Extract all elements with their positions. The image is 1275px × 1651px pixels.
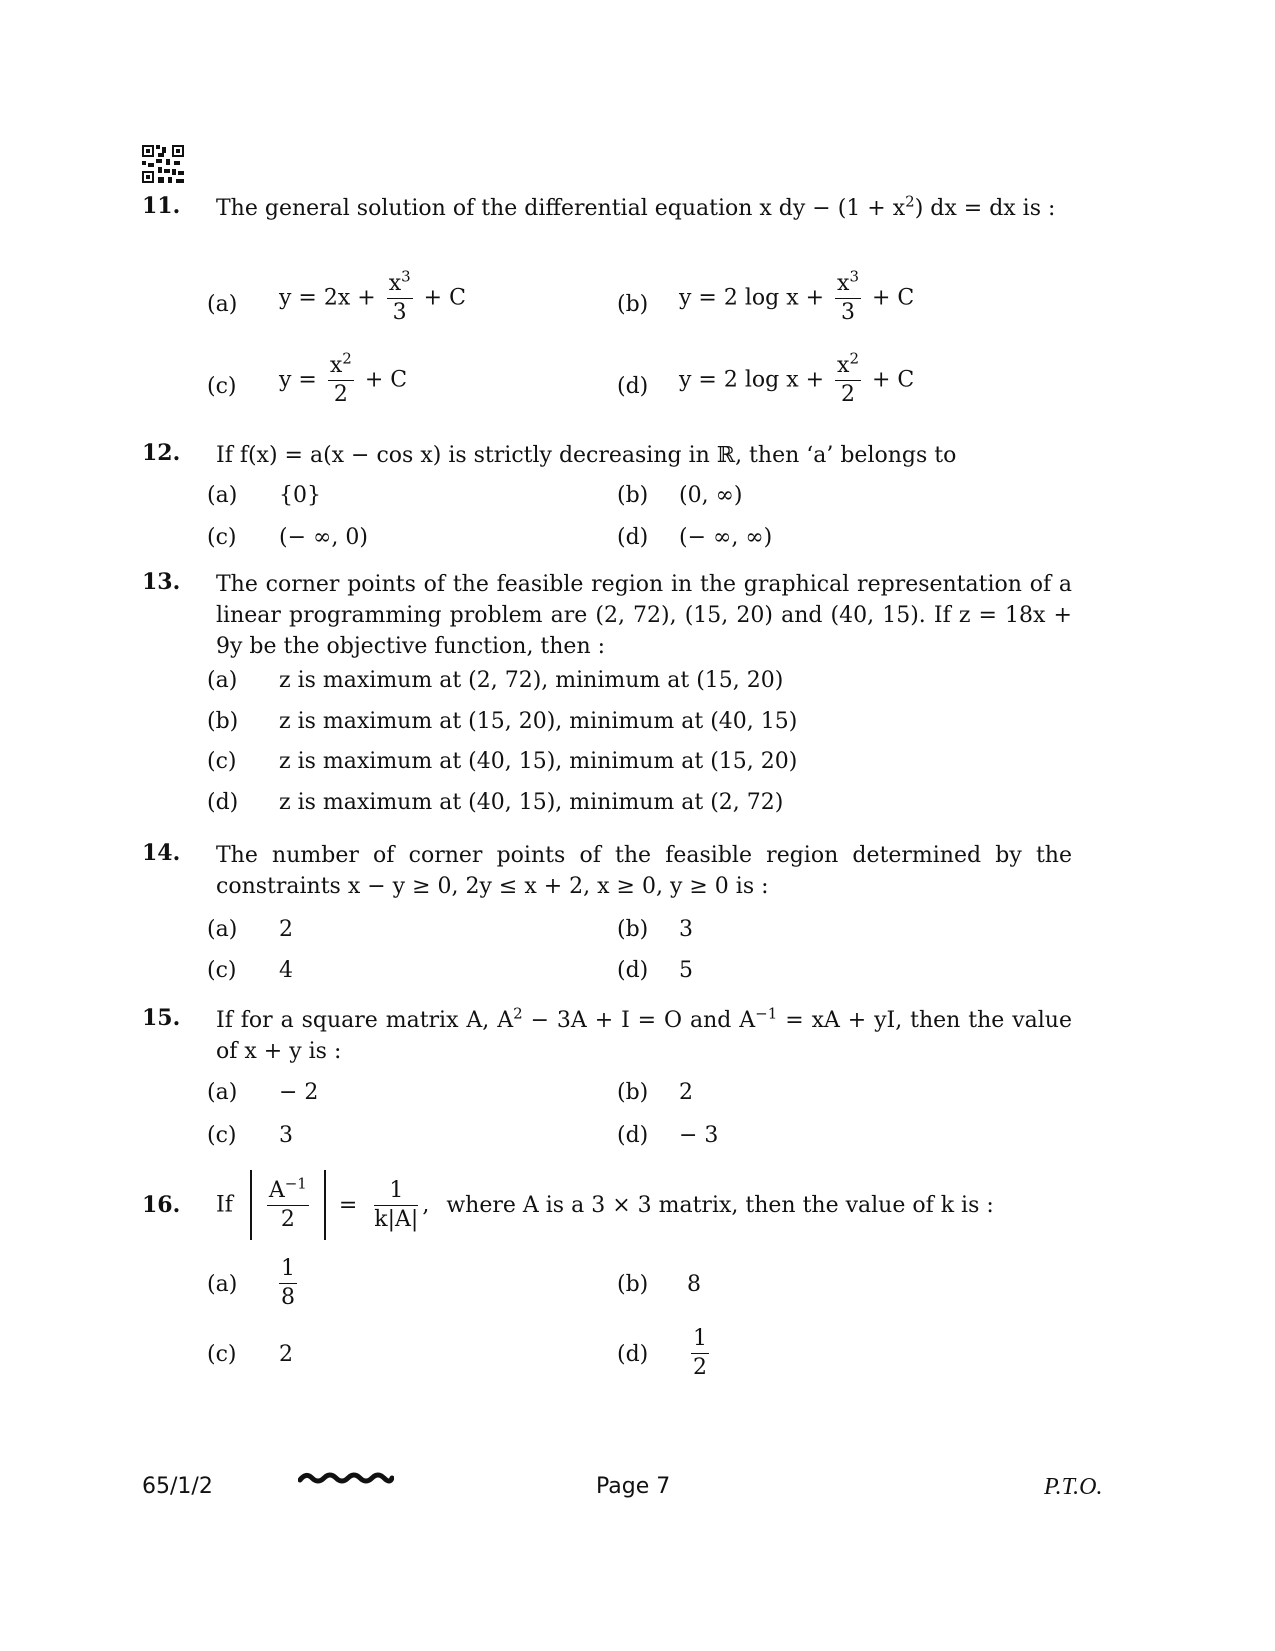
question-number: 16. [142, 1192, 181, 1218]
paper-code: 65/1/2 [142, 1474, 213, 1499]
question-text: The general solution of the differential equation x dy − $(1 + x^2)$ dx = dx is : [216, 192, 1056, 221]
question-text: The corner points of the feasible region in the graphical representation of a linear programming problem are (2, 72), (15, 20) and (40, 15). If z = 18x + 9y be the objective function, then : [216, 572, 1072, 659]
question-number: 13. [142, 569, 181, 595]
question-text: The number of corner points of the feasible region determined by the constraints x − y ≥ 0, 2y ≤ x + 2, x ≥ 0, y ≥ 0 is : [216, 843, 1072, 899]
question-number: 15. [142, 1005, 181, 1031]
question-text: If f(x) = a(x − cos x) is strictly decreasing in ℝ, then ‘a’ belongs to [216, 443, 957, 468]
question-text: If for a square matrix A, $A^2 - 3A + I = O$ and $A^{-1}$ = xA + yI, then the value of x + y is : [216, 1004, 1072, 1064]
pto-label: P.T.O. [1044, 1474, 1103, 1500]
page-number: Page 7 [596, 1474, 671, 1499]
question-text: If $\frac{A^{-1}}{2}$ = $\frac{1}{k|A|}$ , where A is a 3 × 3 matrix, then the value of k is : [216, 1170, 1072, 1240]
question-number: 14. [142, 840, 181, 866]
wave-ornament-icon [298, 1466, 394, 1490]
question-number: 11. [142, 193, 181, 219]
question-number: 12. [142, 440, 181, 466]
qr-code-icon [142, 145, 184, 183]
question-16 [142, 1170, 1072, 1250]
exam-page: 11. The general solution of the differential equation x dy − $(1 + x^2)$ dx = dx is : (a) y = 2x + $\frac{x^3}{3}$ + C (b) y = 2 log x + $\frac{x^3}{3}$ + C (c) y = $\frac{x^2}{2}$ + C (d) y = 2 log x + $\frac{x^2}{2}$ + C 12. If f(x) = a(x − cos x) is strictly decreasing in ℝ, then ‘a’ belongs to (a) {0} (b) (0, ∞) (c) (− ∞, 0) (d) (− ∞, ∞) 13. The corner points of the feasible region in the graphical representation of a linear programming problem are (2, 72), (15, 20) and (40, 15). If z = 18x + 9y be the objective function, then : (a) z is maximum at (2, 72), minimum at (15, 20) (b) z is maximum at (15, 20), minimum at (40, 15) (c) z is maximum at (40, 15), minimum at (15, 20) (d) z is maximum at (40, 15), minimum at (2, 72) 14. The number of corner points of the feasible region determined by the constraints x − y ≥ 0, 2y ≤ x + 2, x ≥ 0, y ≥ 0 is : (a) 2 (b) 3 (c) 4 (d) 5 15. If for a square matrix A, $A^2 - 3A + I = O$ and $A^{-1}$ = xA + yI, then the value of x + y is : (a) − 2 (b) 2 (c) 3 (d) − 3 16. If $\frac{A^{-1}}{2}$ = $\frac{1}{k|A|}$ , where A is a 3 × 3 matrix, then the value of k is : (a) $\frac{1}{8}$ (b) 8 (c) 2 (d) $\frac{1}{2}$ 65/1/2 Page 7 P.T.O. [0, 0, 1275, 1651]
